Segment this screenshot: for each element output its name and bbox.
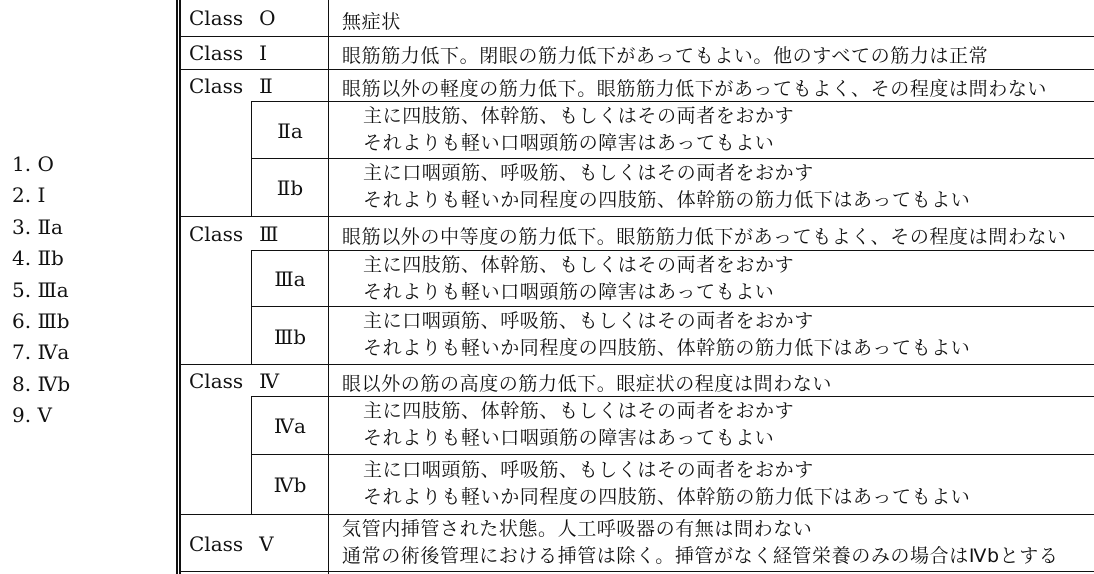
option-3: 3. Ⅱa [12,214,63,239]
class-2a-desc: 主に四肢筋、体幹筋、もしくはその両者をおかす それよりも軽い口咽頭筋の障害はあってもよい [363,105,795,154]
class-3b-label: Ⅲb [273,325,307,349]
class-4-desc: 眼以外の筋の高度の筋力低下。眼症状の程度は問わない [342,373,833,395]
row-divider [181,36,1094,37]
option-6: 6. Ⅲb [12,308,70,333]
class-3a-desc: 主に四肢筋、体幹筋、もしくはその両者をおかす それよりも軽い口咽頭筋の障害はあってもよい [363,254,795,303]
option-1: 1. O [12,152,54,176]
row-divider [251,454,1094,455]
row-divider [181,216,1094,217]
class-2a-label: Ⅱa [277,119,303,143]
option-9: 9. Ⅴ [12,403,52,428]
option-list [12,149,70,432]
row-divider [181,364,1094,365]
option-5: 5. Ⅲa [12,277,69,302]
option-8: 8. Ⅳb [12,371,71,396]
row-divider [251,101,1094,102]
class-5-label: Class Ⅴ [189,532,274,556]
class-2b-label: Ⅱb [276,176,304,200]
class-0-label: Class O [189,6,276,30]
row-divider [181,571,1094,572]
row-divider [251,306,1094,307]
option-2: 2. I [12,183,46,208]
row-divider [251,396,1094,397]
class-1-label: Class Ⅰ [189,41,268,65]
class-0-desc: 無症状 [342,11,401,33]
class-4b-label: Ⅳb [273,473,307,497]
mgfa-classification-table [181,0,1094,574]
class-3b-desc: 主に口咽頭筋、呼吸筋、もしくはその両者をおかす それよりも軽いか同程度の四肢筋、体幹筋の筋力低下はあってもよい [363,310,971,359]
class-5-desc: 気管内挿管された状態。人工呼吸器の有無は問わない 通常の術後管理における挿管は除く。挿管がなく経管栄養のみの場合はⅣbとする [342,518,1059,567]
class-4b-desc: 主に口咽頭筋、呼吸筋、もしくはその両者をおかす それよりも軽いか同程度の四肢筋、体幹筋の筋力低下はあってもよい [363,459,971,508]
class-4a-desc: 主に四肢筋、体幹筋、もしくはその両者をおかす それよりも軽い口咽頭筋の障害はあってもよい [363,400,795,449]
class-2-desc: 眼筋以外の軽度の筋力低下。眼筋筋力低下があってもよく、その程度は問わない [342,78,1048,100]
class-4a-label: Ⅳa [274,414,306,438]
row-divider [181,69,1094,70]
class-2-label: Class Ⅱ [189,74,273,98]
row-divider [251,158,1094,159]
class-2b-desc: 主に口咽頭筋、呼吸筋、もしくはその両者をおかす それよりも軽いか同程度の四肢筋、体幹筋の筋力低下はあってもよい [363,162,971,211]
option-7: 7. Ⅳa [12,340,70,365]
class-3-desc: 眼筋以外の中等度の筋力低下。眼筋筋力低下があってもよく、その程度は問わない [342,226,1067,248]
row-divider [251,250,1094,251]
row-divider [181,514,1094,515]
class-3a-label: Ⅲa [274,267,306,291]
class-1-desc: 眼筋筋力低下。閉眼の筋力低下があってもよい。他のすべての筋力は正常 [342,45,989,67]
answer-options [0,0,176,574]
class-3-label: Class Ⅲ [189,222,279,246]
option-4: 4. Ⅱb [12,246,64,271]
class-4-label: Class Ⅳ [189,369,280,393]
